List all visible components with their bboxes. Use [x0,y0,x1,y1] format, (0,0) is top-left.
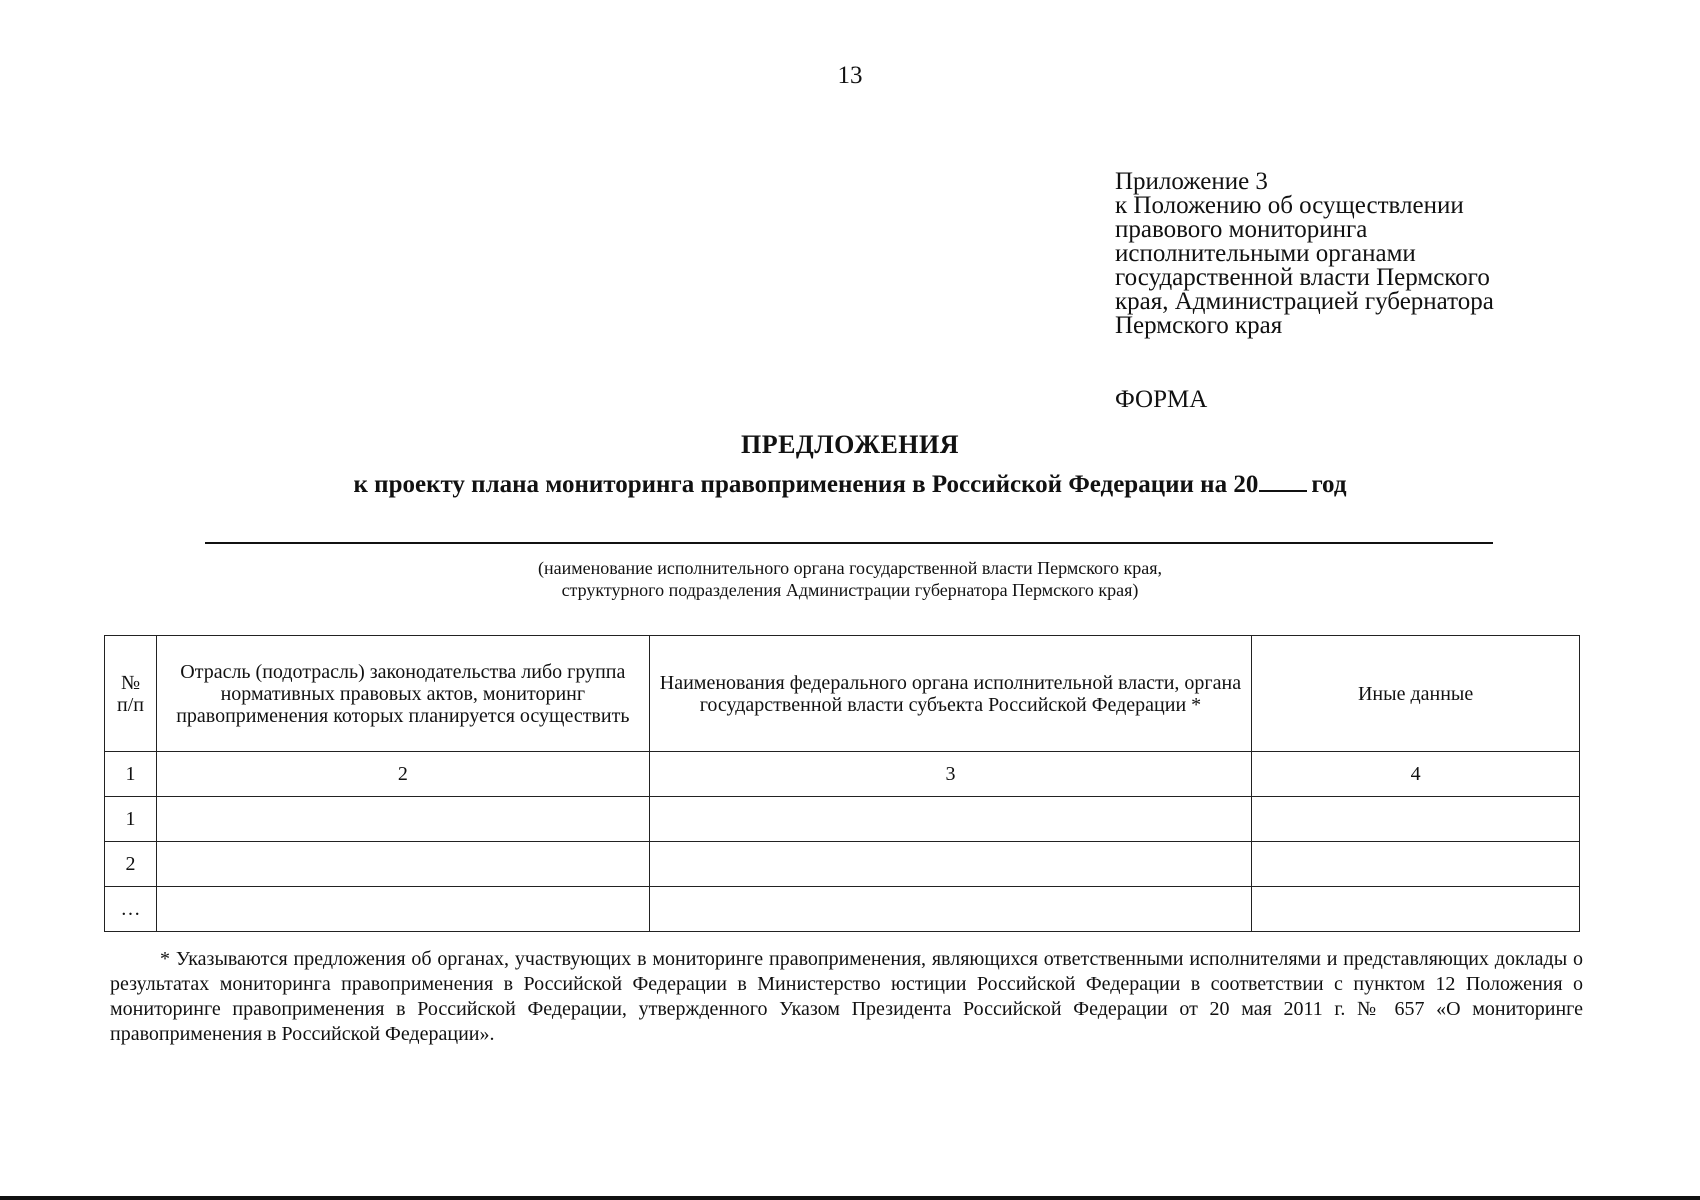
header-cell-number: № п/п [105,636,157,752]
table-cell[interactable] [156,842,649,887]
organization-caption [0,557,1700,601]
column-numbers-row [105,752,1580,797]
row-number-cell: … [105,887,157,932]
year-blank-field [1259,470,1307,492]
appendix-line: правового мониторинга [1115,216,1368,243]
table-cell[interactable] [649,887,1252,932]
column-number-cell: 1 [105,752,157,797]
table-cell[interactable] [649,797,1252,842]
footnote: * Указываются предложения об органах, участвующих в мониторинге правоприменения, являющихся ответственными исполнителями и представляющих доклады о результатах мониторинга правоприменения в Российской Федерации в Министерство юстиции Российской Федерации в соответствии с пунктом 12 Положения о мониторинге правоприменения в Российской Федерации, утвержденного Указом Президента Российской Федерации от 20 мая 2011 г. № 657 «О мониторинге правоприменения в Российской Федерации». [110,948,1583,1045]
header-cell-authority: Наименования федерального органа исполнительной власти, органа государственной власти субъекта Российской Федерации * [649,636,1252,752]
appendix-line: Приложение 3 [1115,168,1268,195]
appendix-block [1115,170,1595,338]
page-number: 13 [837,62,863,89]
column-number-cell: 2 [156,752,649,797]
table-row [105,797,1580,842]
subtitle-text: к проекту плана мониторинга правоприменения в Российской Федерации на 20 [353,471,1259,498]
subtitle-year-word: год [1311,471,1347,498]
scan-bottom-edge [0,1196,1700,1200]
table-cell[interactable] [1252,797,1580,842]
table-cell[interactable] [649,842,1252,887]
table-row [105,887,1580,932]
organization-caption-line: (наименование исполнительного органа государственной власти Пермского края, [537,558,1163,578]
organization-name-line [205,542,1493,544]
document-title: ПРЕДЛОЖЕНИЯ [740,430,960,459]
table-row [105,842,1580,887]
column-number-cell: 4 [1252,752,1580,797]
appendix-line: Пермского края [1115,312,1283,339]
appendix-line: исполнительными органами [1115,240,1416,267]
table-cell[interactable] [1252,842,1580,887]
table-cell[interactable] [1252,887,1580,932]
row-number-cell: 2 [105,842,157,887]
column-number-cell: 3 [649,752,1252,797]
table-cell[interactable] [156,797,649,842]
appendix-line: края, Администрацией губернатора [1115,288,1494,315]
appendix-line: к Положению об осуществлении [1115,192,1464,219]
organization-caption-line: структурного подразделения Администрации губернатора Пермского края) [561,580,1139,600]
proposals-table [104,635,1580,932]
document-subtitle [0,470,1700,499]
form-label: ФОРМА [1115,386,1208,413]
header-cell-other-data: Иные данные [1252,636,1580,752]
appendix-line: государственной власти Пермского [1115,264,1490,291]
row-number-cell: 1 [105,797,157,842]
table-cell[interactable] [156,887,649,932]
table-header-row [105,636,1580,752]
header-cell-branch: Отрасль (подотрасль) законодательства либо группа нормативных правовых актов, мониторинг правоприменения которых планируется осуществить [156,636,649,752]
